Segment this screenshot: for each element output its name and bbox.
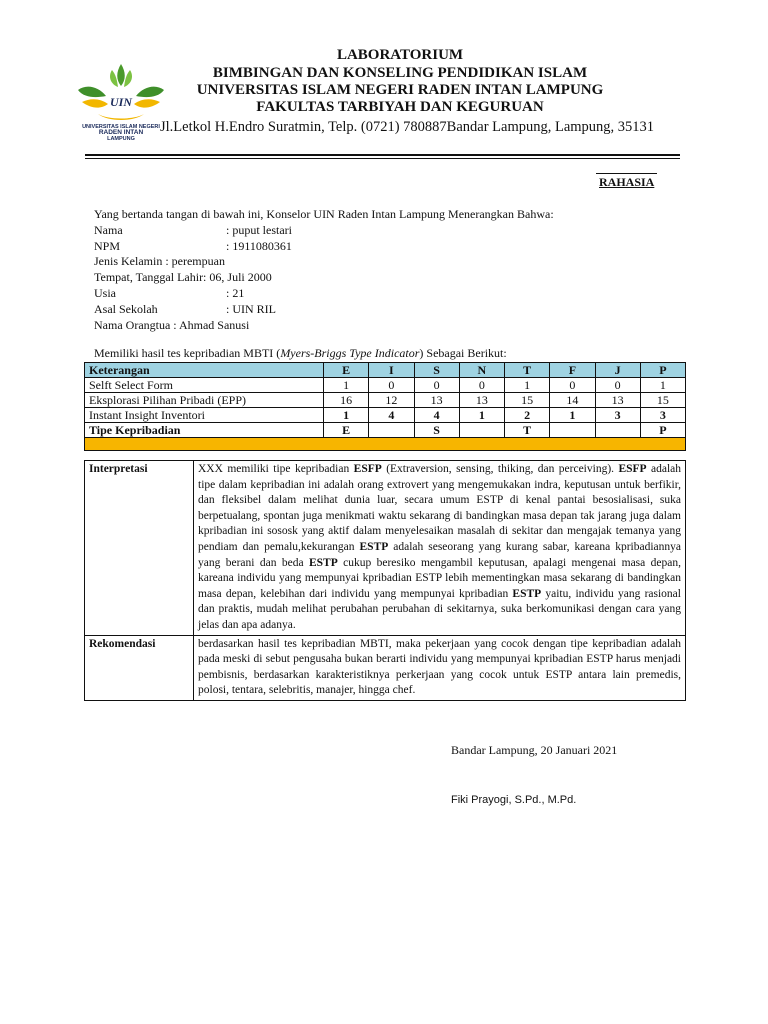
cell: 0 [369,378,414,393]
cell: 3 [640,408,685,423]
test-intro-italic: Myers-Briggs Type Indicator [280,346,420,360]
col-header: T [505,363,550,378]
recommendation-label: Rekomendasi [85,635,194,700]
logo-caption-line2: RADEN INTAN [98,129,144,136]
cell: 13 [595,393,640,408]
cell [459,423,504,438]
intro-text: Yang bertanda tangan di bawah ini, Konselor UIN Raden Intan Lampung Menerangkan Bahwa: [94,207,554,221]
identity-label: NPM [94,238,121,253]
identity-label: Asal Sekolah [94,301,158,316]
cell: 15 [640,393,685,408]
recommendation-row [85,635,686,700]
header-rule-thin [85,158,680,159]
cell: P [640,423,685,438]
identity-label: Tempat, Tanggal Lahir: 06, Juli 2000 [94,270,272,285]
spacer-cell [85,438,686,451]
interpretation-text: XXX memiliki tipe kepribadian ESFP (Extraversion, sensing, thiking, dan perceiving). ESFP adalah tipe dalam kepribadian ini adalah orang extrovert yang mengemukakan indra, keputusan untuk berfikir, dan fleksibel dalam melihat dunia luar, secara umum ESTP di kenal pantai besosialisasi, suka berpetualang, spontan juga menikmati waktu sekarang di bandingkan masa depan tak jarang juga dalam kpribadian ini sososk yang aktif dalam menyelesaikan masalah di sekitar dan mengajak temanya yang pendiam dan pemalu,kekurangan ESTP adalah seseorang yang kurang sabar, kareana kpribadiannya yang berani dan beda ESTP cukup beresiko mengambil keputusan, apalagi mengenai masa depan, kareana individu yang mempunyai kpribadian ESTP lebih mementingkan masa sekarang di bandingkan masa depan, kelebihan dari individu yang mempunyai kpribadian ESTP yaitu, individu yang rasional dan praktis, mudah melihat perubahan perubahan di sekitarnya, suka berkomunikasi dengan cara yang jelas dan apa adanya. [194,461,686,636]
col-header: P [640,363,685,378]
table-row [85,393,686,408]
cell [369,423,414,438]
col-header: I [369,363,414,378]
header-line2: BIMBINGAN DAN KONSELING PENDIDIKAN ISLAM [212,65,588,81]
cell: 13 [459,393,504,408]
cell: 15 [505,393,550,408]
cell: 1 [550,408,595,423]
test-intro-after: ) Sebagai Berikut: [419,346,507,360]
logo-caption-line1: UNIVERSITAS ISLAM NEGERI [82,124,160,130]
cell: 1 [324,408,369,423]
cell: 1 [324,378,369,393]
interpretation-row [85,461,686,636]
interpretation-table [84,460,686,701]
table-header-row [85,363,686,378]
col-header: E [324,363,369,378]
cell: 14 [550,393,595,408]
cell: T [505,423,550,438]
cell: 1 [505,378,550,393]
cell: 13 [414,393,459,408]
header-line4: FAKULTAS TARBIYAH DAN KEGURUAN [256,99,544,115]
col-header: N [459,363,504,378]
logo-caption [72,124,170,142]
cell: 1 [640,378,685,393]
identity-label: Nama Orangtua : Ahmad Sanusi [94,317,250,332]
cell: Eksplorasi Pilihan Pribadi (EPP) [85,393,324,408]
mbti-table [84,362,686,451]
cell: S [414,423,459,438]
cell: 0 [550,378,595,393]
cell: Tipe Kepribadian [85,423,324,438]
identity-label: Nama [94,222,123,237]
cell: 12 [369,393,414,408]
cell: 0 [459,378,504,393]
recommendation-text: berdasarkan hasil tes kepribadian MBTI, maka pekerjaan yang cocok dengan tipe kepribadian adalah pada meski di sebut pengusaha bukan berarti individu yang mempunyai kpribadian ESTP harus menjadi pembisnis, berdasarkan karakteristiknya perkerjaan yang cocok untuk ESTP antara lain premedis, polosi, tentara, selebritis, manajer, hingga chef. [194,635,686,700]
logo-caption-line3: LAMPUNG [107,136,135,142]
table-spacer-row [85,438,686,451]
identity-value: : 1911080361 [226,238,292,253]
col-header: J [595,363,640,378]
table-row [85,408,686,423]
confidential-badge: RAHASIA [596,173,657,191]
identity-label: Jenis Kelamin : perempuan [94,254,225,269]
table-row [85,378,686,393]
cell: 16 [324,393,369,408]
cell: 0 [595,378,640,393]
header-rule-thick [85,154,680,156]
cell: 4 [369,408,414,423]
test-intro [94,346,507,361]
signatory-name: Fiki Prayogi, S.Pd., M.Pd. [451,794,577,806]
address-text: Jl.Letkol H.Endro Suratmin, Telp. (0721) 780887Bandar Lampung, Lampung, 35131 [160,119,655,135]
cell: Instant Insight Inventori [85,408,324,423]
col-header: S [414,363,459,378]
cell [595,423,640,438]
cell: 3 [595,408,640,423]
cell [550,423,595,438]
header-address [160,119,682,136]
place-date: Bandar Lampung, 20 Januari 2021 [451,743,618,757]
table-row [85,423,686,438]
col-header: Keterangan [85,363,324,378]
col-header: F [550,363,595,378]
cell: 4 [414,408,459,423]
interpretation-label: Interpretasi [85,461,194,636]
cell: Selft Select Form [85,378,324,393]
test-intro-before: Memiliki hasil tes kepribadian MBTI ( [94,346,281,360]
logo-mark: UIN [109,95,133,109]
identity-label: Usia [94,285,116,300]
header-line1: LABORATORIUM [336,47,464,63]
cell: 2 [505,408,550,423]
header-line3: UNIVERSITAS ISLAM NEGERI RADEN INTAN LAMPUNG [196,82,604,98]
cell: E [324,423,369,438]
identity-value: : 21 [226,285,245,300]
cell: 0 [414,378,459,393]
identity-value: : UIN RIL [226,301,276,316]
cell: 1 [459,408,504,423]
identity-value: : puput lestari [226,222,292,237]
